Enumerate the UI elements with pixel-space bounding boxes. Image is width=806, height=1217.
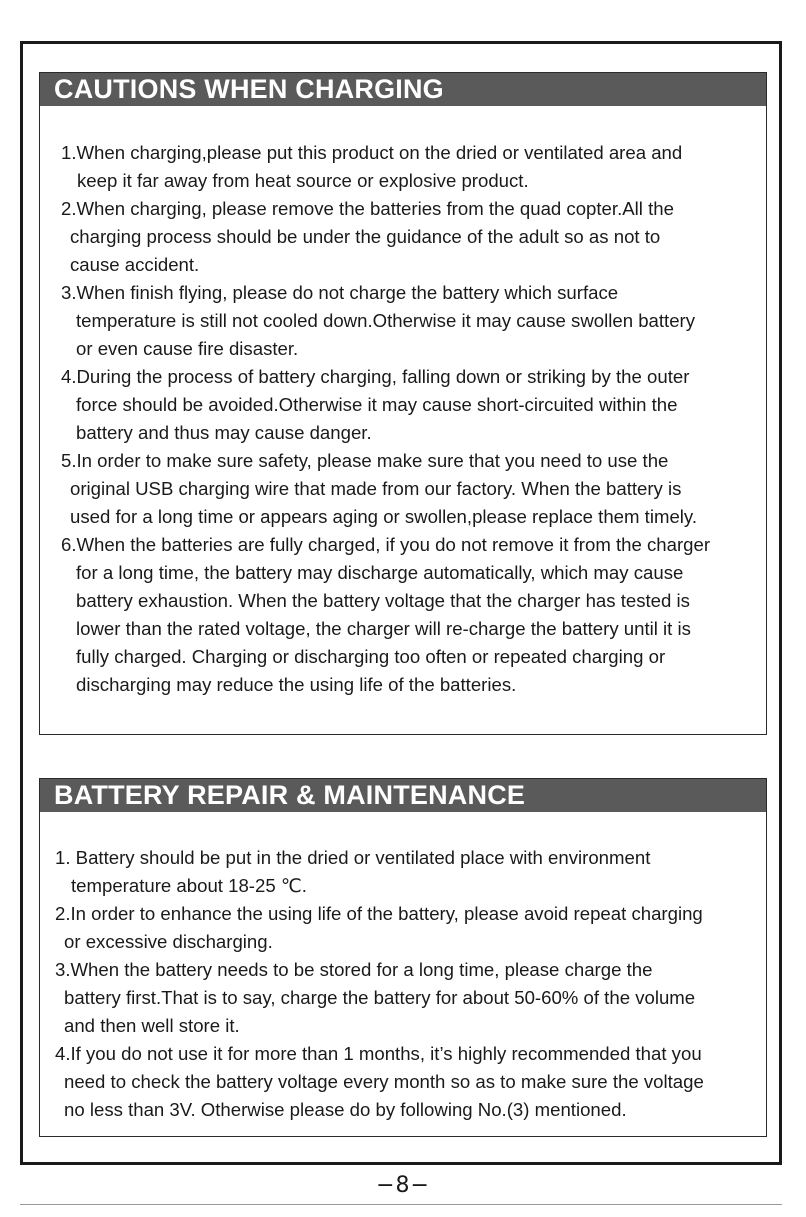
maintenance-2-line-1: 2.In order to enhance the using life of the battery, please avoid repeat charging xyxy=(55,903,703,924)
caution-3-line-2: temperature is still not cooled down.Otherwise it may cause swollen battery xyxy=(76,310,696,331)
maintenance-4-line-3: no less than 3V. Otherwise please do by following No.(3) mentioned. xyxy=(64,1099,627,1120)
maintenance-4-line-1: 4.If you do not use it for more than 1 months, it’s highly recommended that you xyxy=(55,1043,702,1064)
caution-item-3 xyxy=(61,279,695,363)
caution-4-line-2: force should be avoided.Otherwise it may cause short-circuited within the xyxy=(76,394,678,415)
caution-6-line-6: discharging may reduce the using life of the batteries. xyxy=(76,674,517,695)
bottom-divider xyxy=(20,1204,782,1205)
maintenance-title: BATTERY REPAIR & MAINTENANCE xyxy=(40,779,766,812)
caution-6-line-5: fully charged. Charging or discharging too often or repeated charging or xyxy=(76,646,666,667)
caution-item-1 xyxy=(61,139,682,195)
maintenance-3-line-3: and then well store it. xyxy=(64,1015,240,1036)
maintenance-1-line-1: 1. Battery should be put in the dried or ventilated place with environment xyxy=(55,847,651,868)
caution-2-line-1: 2.When charging, please remove the batteries from the quad copter.All the xyxy=(61,198,674,219)
caution-2-line-2: charging process should be under the guidance of the adult so as not to xyxy=(70,226,661,247)
caution-6-line-4: lower than the rated voltage, the charger will re-charge the battery until it is xyxy=(76,618,691,639)
maintenance-item-4 xyxy=(55,1040,704,1124)
caution-2-line-3: cause accident. xyxy=(70,254,200,275)
caution-6-line-3: battery exhaustion. When the battery voltage that the charger has tested is xyxy=(76,590,690,611)
caution-1-line-2: keep it far away from heat source or explosive product. xyxy=(77,170,529,191)
caution-item-2 xyxy=(61,195,674,279)
caution-3-line-1: 3.When finish flying, please do not charge the battery which surface xyxy=(61,282,619,303)
caution-5-line-2: original USB charging wire that made from our factory. When the battery is xyxy=(70,478,682,499)
caution-item-4 xyxy=(61,363,689,447)
maintenance-item-2 xyxy=(55,900,703,956)
cautions-title: CAUTIONS WHEN CHARGING xyxy=(40,73,766,106)
caution-5-line-3: used for a long time or appears aging or swollen,please replace them timely. xyxy=(70,506,698,527)
caution-5-line-1: 5.In order to make sure safety, please make sure that you need to use the xyxy=(61,450,669,471)
caution-6-line-1: 6.When the batteries are fully charged, if you do not remove it from the charger xyxy=(61,534,711,555)
caution-3-line-3: or even cause fire disaster. xyxy=(76,338,299,359)
maintenance-item-1 xyxy=(55,844,650,900)
maintenance-2-line-2: or excessive discharging. xyxy=(64,931,273,952)
maintenance-3-line-2: battery first.That is to say, charge the battery for about 50-60% of the volume xyxy=(64,987,696,1008)
maintenance-1-line-2: temperature about 18-25 ℃. xyxy=(71,875,307,896)
maintenance-item-3 xyxy=(55,956,695,1040)
caution-4-line-3: battery and thus may cause danger. xyxy=(76,422,372,443)
caution-6-line-2: for a long time, the battery may discharge automatically, which may cause xyxy=(76,562,684,583)
caution-4-line-1: 4.During the process of battery charging, falling down or striking by the outer xyxy=(61,366,690,387)
caution-item-5 xyxy=(61,447,697,531)
page-number: −8− xyxy=(376,1173,430,1198)
maintenance-4-line-2: need to check the battery voltage every month so as to make sure the voltage xyxy=(64,1071,704,1092)
caution-item-6 xyxy=(61,531,710,699)
maintenance-3-line-1: 3.When the battery needs to be stored for a long time, please charge the xyxy=(55,959,653,980)
caution-1-line-1: 1.When charging,please put this product on the dried or ventilated area and xyxy=(61,142,683,163)
